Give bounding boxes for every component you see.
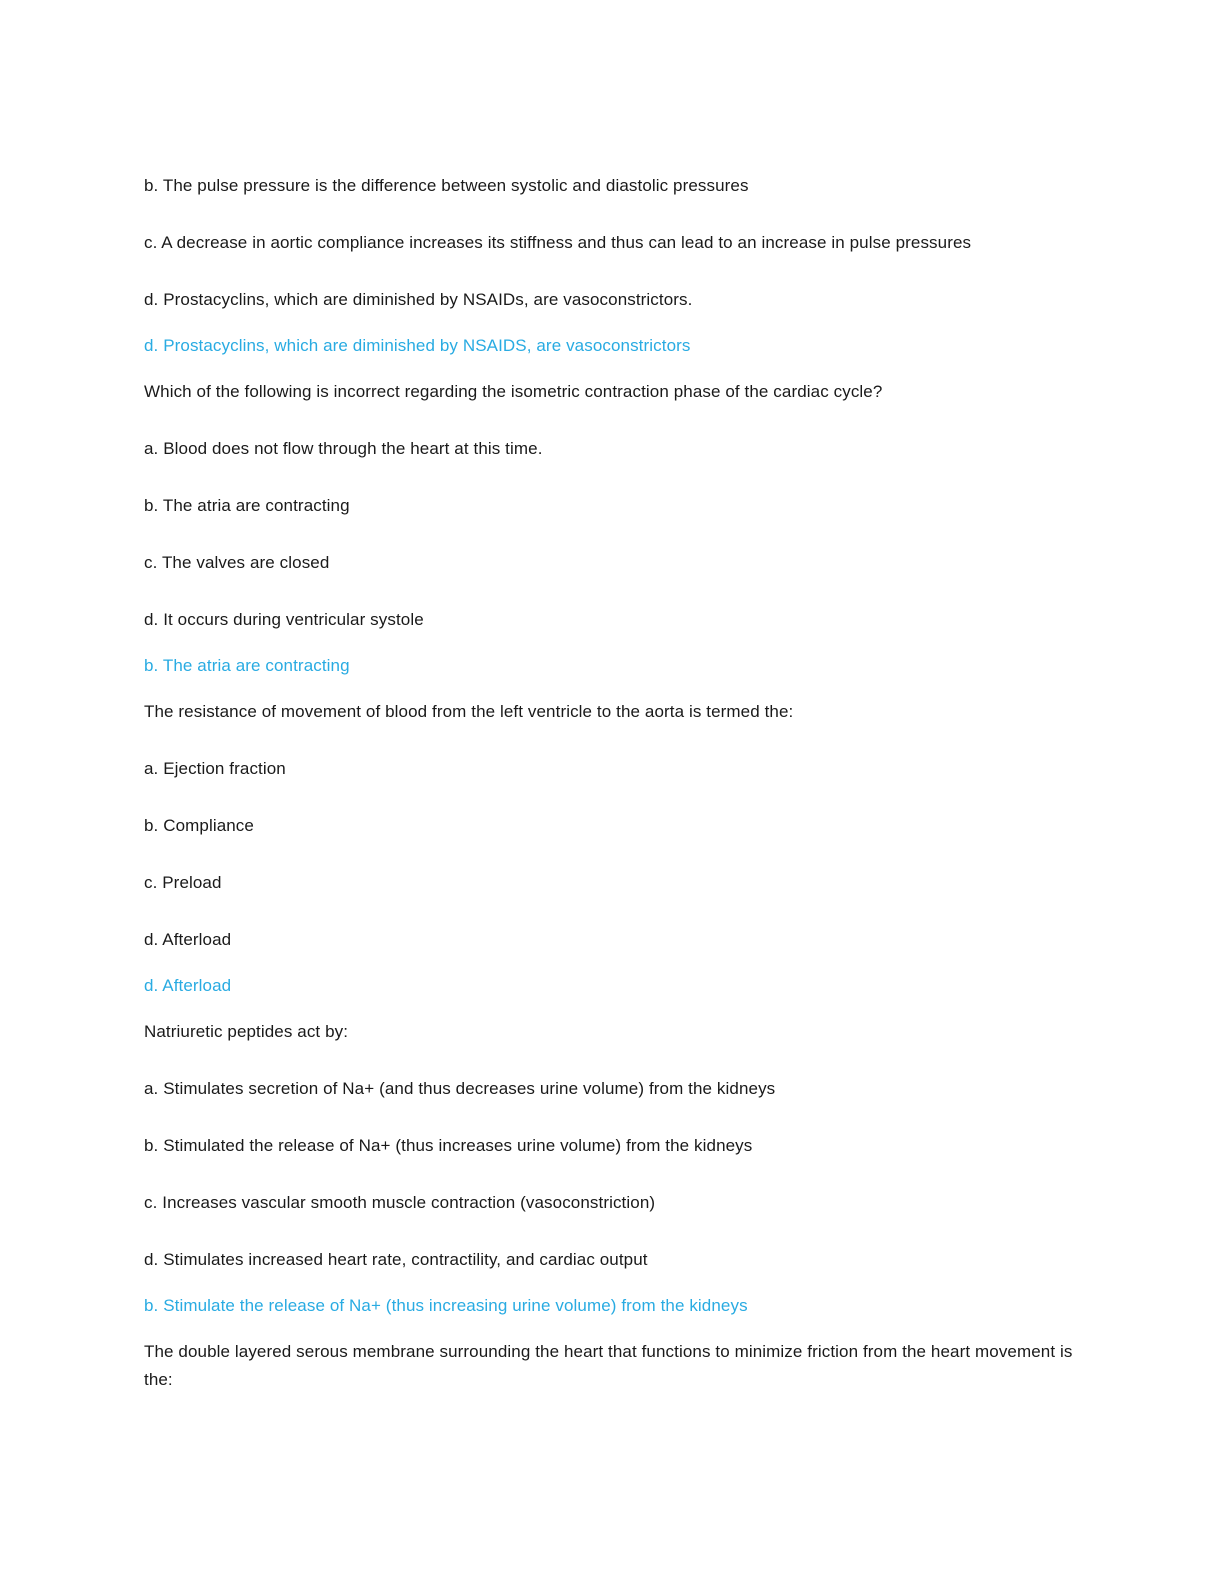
option-text: a. Blood does not flow through the heart at this time.: [144, 439, 543, 458]
option-text: a. Stimulates secretion of Na+ (and thus decreases urine volume) from the kidneys: [144, 1079, 776, 1098]
answer-text: b. The atria are contracting: [144, 656, 350, 675]
option-text: b. The pulse pressure is the difference between systolic and diastolic pressures: [144, 176, 749, 195]
option-text: b. Compliance: [144, 816, 254, 835]
option-text: c. Increases vascular smooth muscle contraction (vasoconstriction): [144, 1193, 656, 1212]
question-text: The resistance of movement of blood from the left ventricle to the aorta is termed the:: [144, 702, 794, 721]
answer-text: b. Stimulate the release of Na+ (thus increasing urine volume) from the kidneys: [144, 1296, 748, 1315]
option-text: b. Stimulated the release of Na+ (thus increases urine volume) from the kidneys: [144, 1136, 753, 1155]
option-text: b. The atria are contracting: [144, 496, 350, 515]
option-text: c. Preload: [144, 873, 222, 892]
option-text: d. Stimulates increased heart rate, contractility, and cardiac output: [144, 1250, 648, 1269]
option-text: d. Prostacyclins, which are diminished by NSAIDs, are vasoconstrictors.: [144, 290, 693, 309]
option-text: d. Afterload: [144, 930, 232, 949]
question-text: Which of the following is incorrect regarding the isometric contraction phase of the cardiac cycle?: [144, 382, 883, 401]
question-text: Natriuretic peptides act by:: [144, 1022, 349, 1041]
option-text: c. The valves are closed: [144, 553, 330, 572]
option-text: d. It occurs during ventricular systole: [144, 610, 424, 629]
answer-text: d. Afterload: [144, 976, 232, 995]
question-text: The double layered serous membrane surrounding the heart that functions to minimize friction from the heart movement is the:: [144, 1342, 1073, 1389]
option-text: c. A decrease in aortic compliance increases its stiffness and thus can lead to an increase in pulse pressures: [144, 233, 972, 252]
option-text: a. Ejection fraction: [144, 759, 286, 778]
document-content: [144, 172, 1080, 1394]
answer-text: d. Prostacyclins, which are diminished by NSAIDS, are vasoconstrictors: [144, 336, 691, 355]
